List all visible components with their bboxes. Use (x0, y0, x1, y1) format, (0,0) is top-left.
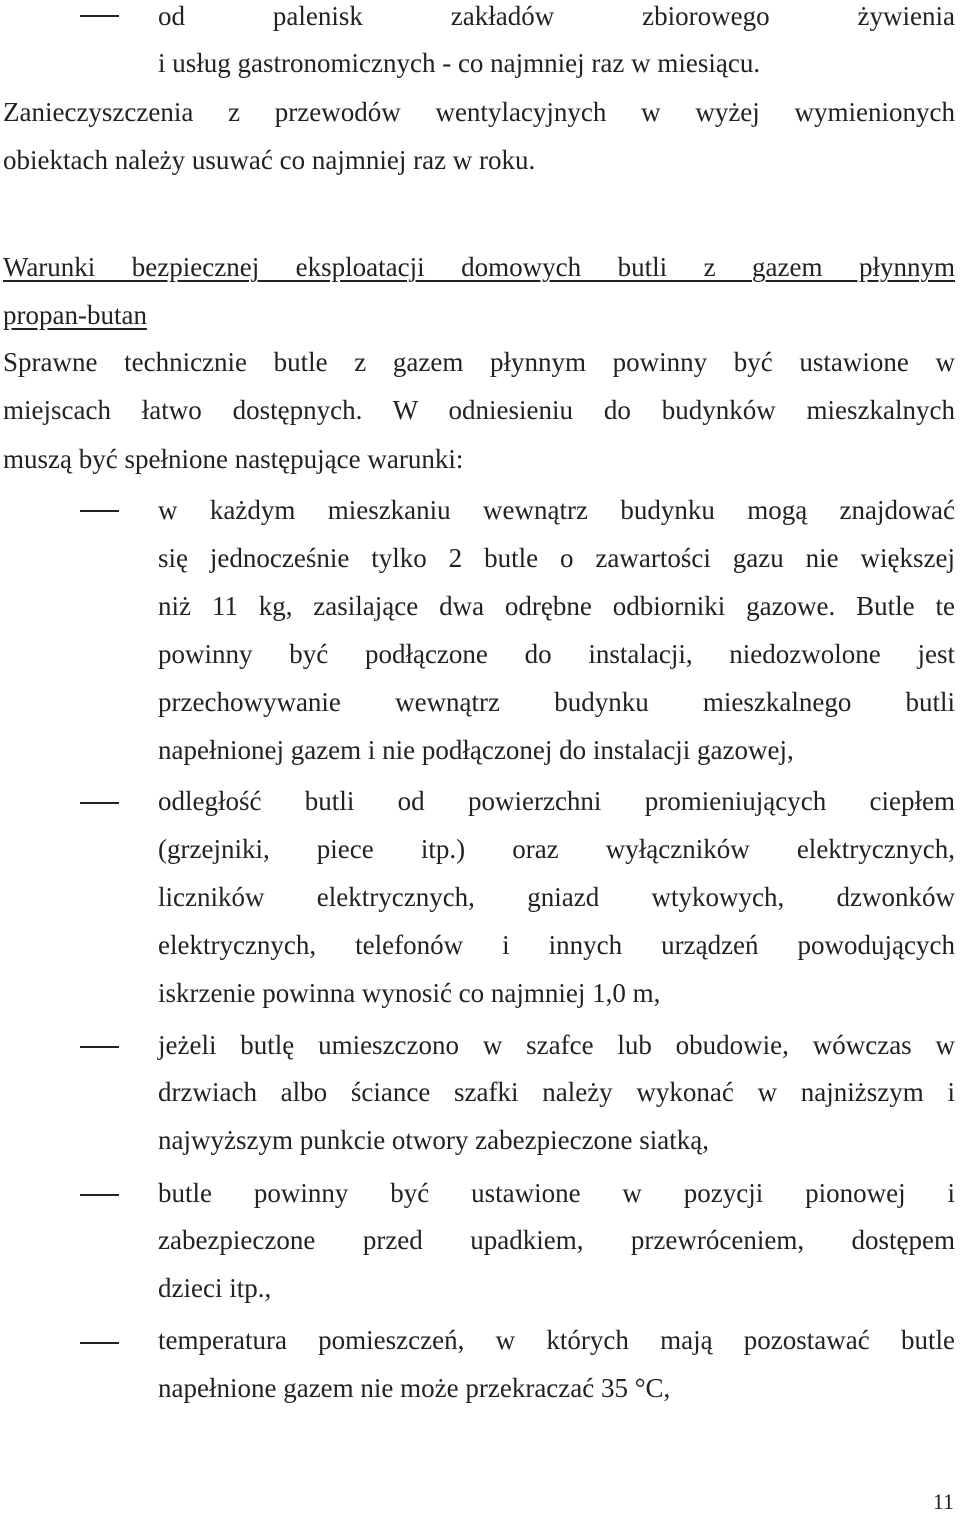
section-heading: Warunki bezpiecznej eksploatacji domowych butli z gazem płynnym (3, 252, 955, 282)
list-item-text: niż 11 kg, zasilające dwa odrębne odbiorniki gazowe. Butle te (158, 591, 955, 621)
paragraph-line: Sprawne technicznie butle z gazem płynnym powinny być ustawione w (3, 347, 955, 377)
list-item-text: przechowywanie wewnątrz budynku mieszkalnego butli (158, 687, 955, 717)
list-item-text: powinny być podłączone do instalacji, niedozwolone jest (158, 639, 955, 669)
list-item-text: od palenisk zakładów zbiorowego żywienia (158, 1, 955, 31)
section-heading: propan-butan (3, 300, 147, 330)
list-item-text: się jednocześnie tylko 2 butle o zawartości gazu nie większej (158, 543, 955, 573)
list-bullet-dash (80, 802, 119, 804)
list-item-text: napełnione gazem nie może przekraczać 35 °C, (158, 1373, 671, 1403)
list-bullet-dash (80, 1342, 119, 1344)
list-item-text: i usług gastronomicznych - co najmniej raz w miesiącu. (158, 48, 761, 78)
list-item-text: butle powinny być ustawione w pozycji pionowej i (158, 1178, 955, 1208)
list-item-text: napełnionej gazem i nie podłączonej do instalacji gazowej, (158, 735, 794, 765)
paragraph-line: muszą być spełnione następujące warunki: (3, 444, 464, 474)
list-item-text: dzieci itp., (158, 1273, 272, 1303)
list-bullet-dash (80, 510, 119, 512)
list-item-text: drzwiach albo ściance szafki należy wykonać w najniższym i (158, 1077, 955, 1107)
list-bullet-dash (80, 1046, 119, 1048)
list-item-text: zabezpieczone przed upadkiem, przewróceniem, dostępem (158, 1225, 955, 1255)
paragraph-line: Zanieczyszczenia z przewodów wentylacyjnych w wyżej wymienionych (3, 97, 955, 127)
list-bullet-dash (80, 1194, 119, 1196)
list-item-text: najwyższym punkcie otwory zabezpieczone siatką, (158, 1125, 710, 1155)
list-bullet-dash (80, 15, 119, 17)
list-item-text: (grzejniki, piece itp.) oraz wyłączników elektrycznych, (158, 834, 955, 864)
list-item-text: iskrzenie powinna wynosić co najmniej 1,0 m, (158, 978, 661, 1008)
paragraph-line: obiektach należy usuwać co najmniej raz w roku. (3, 145, 536, 175)
paragraph-line: miejscach łatwo dostępnych. W odniesieniu do budynków mieszkalnych (3, 395, 955, 425)
list-item-text: elektrycznych, telefonów i innych urządzeń powodujących (158, 930, 955, 960)
page-number: 11 (932, 1489, 954, 1514)
list-item-text: liczników elektrycznych, gniazd wtykowych, dzwonków (158, 882, 955, 912)
list-item-text: jeżeli butlę umieszczono w szafce lub obudowie, wówczas w (158, 1030, 955, 1060)
list-item-text: w każdym mieszkaniu wewnątrz budynku mogą znajdować (158, 495, 955, 525)
list-item-text: temperatura pomieszczeń, w których mają pozostawać butle (158, 1325, 955, 1355)
list-item-text: odległość butli od powierzchni promieniujących ciepłem (158, 786, 955, 816)
